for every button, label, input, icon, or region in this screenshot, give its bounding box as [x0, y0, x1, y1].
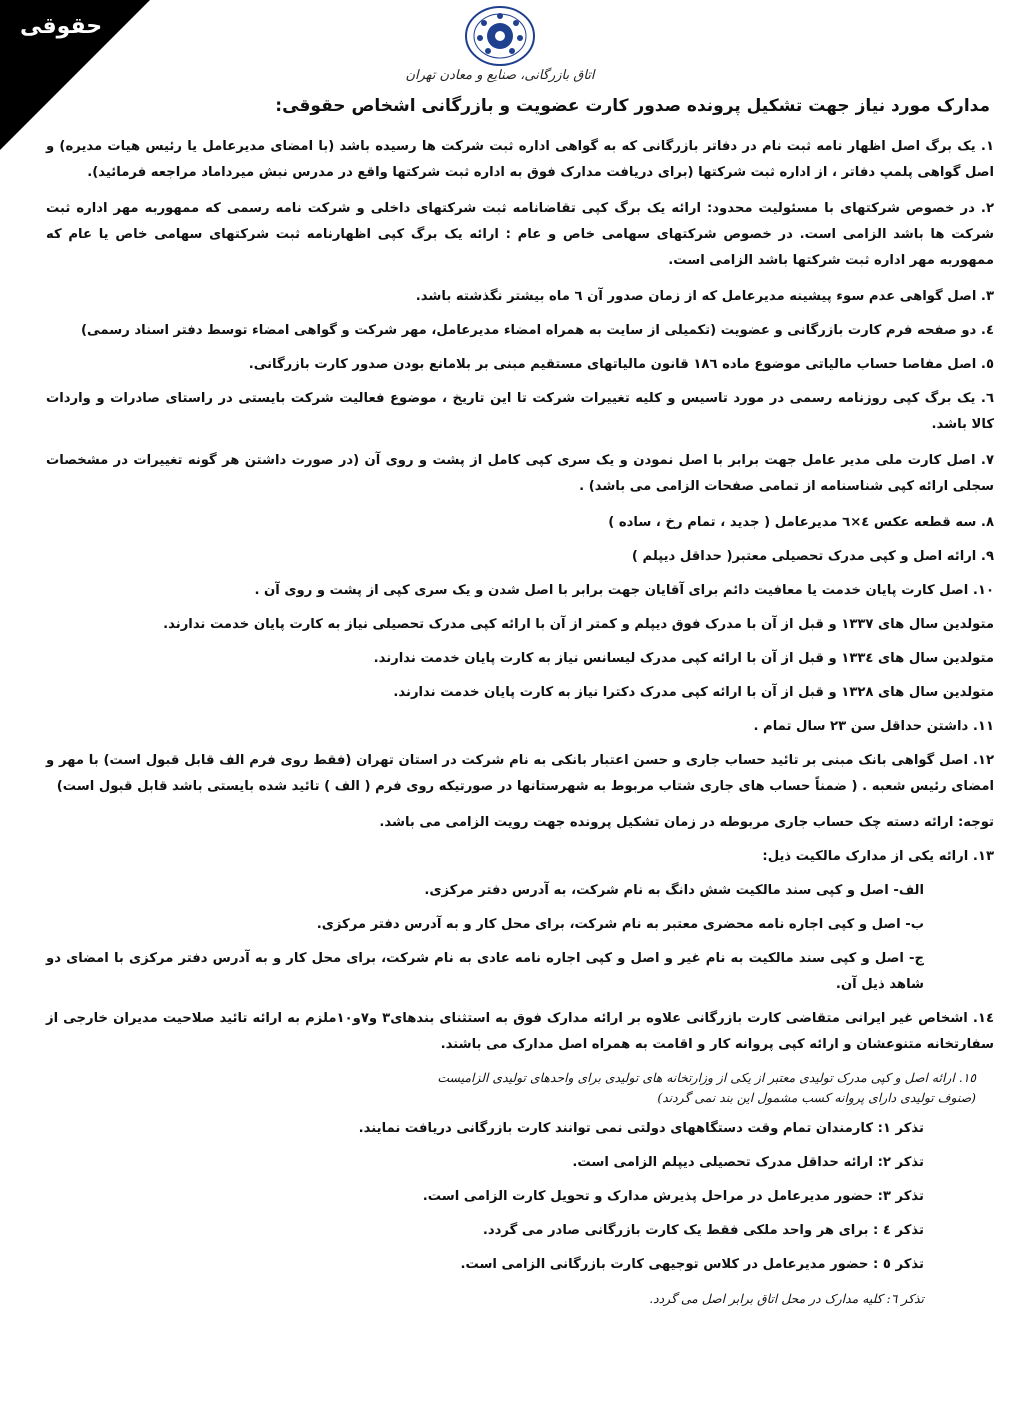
- reminder-note: تذکر ۲: ارائه حداقل مدرک تحصیلی دیپلم الزامی است.: [572, 1155, 924, 1170]
- military-note: متولدین سال های ۱۳۳٤ و قبل از آن با ارائه کپی مدرک لیسانس نیاز به کارت پایان خدمت ندارند.: [373, 651, 994, 666]
- list-item: [46, 1068, 994, 1108]
- list-item: ٤. دو صفحه فرم کارت بازرگانی و عضویت (تکمیلی از سایت به همراه امضاء مدیرعامل، مهر شرکت و گواهی امضاء توسط دفتر اسناد رسمی): [81, 323, 994, 338]
- list-item: ۲. در خصوص شرکتهای با مسئولیت محدود: ارائه یک برگ کپی تقاضانامه ثبت شرکتهای داخلی و شرکت نامه رسمی که ممهوربه مهر اداره ثبت شرکت ها باشد الزامی است. در خصوص شرکتهای سهامی خاص و عام : ارائه یک برگ کپی اظهارنامه ثبت شرکتهای سهامی خاص یا عام که ممهوربه مهر اداره ثبت شرکتها باشد الزامی است.: [46, 201, 994, 268]
- chamber-logo: [400, 4, 600, 92]
- list-item: ۱۲. اصل گواهی بانک مبنی بر تائید حساب جاری و حسن اعتبار بانکی به نام شرکت در استان تهران (فقط روی فرم الف قابل قبول است) با مهر و امضای رئیس شعبه . ( ضمناً حساب های جاری شتاب مربوط به شهرستانها در صورتیکه روی فرم ( الف ) تائید شده بایستی باشد قابل قبول است): [46, 753, 994, 794]
- reminder-note: تذکر ۳: حضور مدیرعامل در مراحل پذیرش مدارک و تحویل کارت الزامی است.: [422, 1189, 924, 1204]
- list-item: ۳. اصل گواهی عدم سوء پیشینه مدیرعامل که از زمان صدور آن ٦ ماه بیشتر نگذشته باشد.: [415, 289, 994, 304]
- corner-label: حقوقی: [20, 14, 103, 39]
- military-note: متولدین سال های ۱۳۳۷ و قبل از آن با مدرک فوق دیپلم و کمتر از آن با ارائه کپی مدرک تحصیلی نیاز به کارت پایان خدمت ندارند.: [163, 617, 994, 632]
- military-note: متولدین سال های ۱۳۲۸ و قبل از آن با ارائه کپی مدرک دکترا نیاز به کارت پایان خدمت ندارند.: [393, 685, 994, 700]
- chamber-name: اتاق بازرگانی، صنایع و معادن تهران: [405, 68, 595, 83]
- page-title: مدارک مورد نیاز جهت تشکیل پرونده صدور کارت عضویت و بازرگانی اشخاص حقوقی:: [275, 96, 990, 116]
- list-item: ۱. یک برگ اصل اظهار نامه ثبت نام در دفاتر بازرگانی که به گواهی اداره ثبت شرکت ها رسیده باشد (با امضای مدیرعامل یا رئیس هیات مدیره) و اصل گواهی پلمپ دفاتر ، از اداره ثبت شرکتها (برای دریافت مدارک فوق به اداره ثبت شرکتها واقع در مدرس نبش میرداماد مراجعه فرمائید).: [46, 139, 994, 180]
- reminder-note: تذکر ۱: کارمندان تمام وقت دستگاههای دولتی نمی توانند کارت بازرگانی دریافت نمایند.: [358, 1121, 924, 1136]
- list-item: ۹. ارائه اصل و کپی مدرک تحصیلی معتبر( حداقل دیپلم ): [631, 549, 994, 564]
- list-item: ۱۰. اصل کارت پایان خدمت یا معافیت دائم برای آقایان جهت برابر با اصل شدن و یک سری کپی از پشت و روی آن .: [254, 583, 994, 598]
- list-item: ٦. یک برگ کپی روزنامه رسمی در مورد تاسیس و کلیه تغییرات شرکت تا این تاریخ ، موضوع فعالیت شرکت بایستی در راستای صادرات و واردات کالا باشد.: [46, 391, 994, 432]
- list-item: ۱۳. ارائه یکی از مدارک مالکیت ذیل:: [762, 849, 994, 864]
- item-15-line: ۱٥. ارائه اصل و کپی مدرک تولیدی معتبر از یکی از وزارتخانه های تولیدی برای واحدهای تولیدی الزامیست: [437, 1070, 976, 1085]
- list-item: ۷. اصل کارت ملی مدیر عامل جهت برابر با اصل نمودن و یک سری کپی کامل از پشت و روی آن (در صورت داشتن هر گونه تغییرات در مشخصات سجلی ارائه کپی شناسنامه از تمامی صفحات الزامی می باشد) .: [46, 453, 994, 494]
- reminder-note: تذکر ٦: کلیه مدارک در محل اتاق برابر اصل می گردد.: [649, 1291, 924, 1306]
- reminder-note: تذکر ٥ : حضور مدیرعامل در کلاس توجیهی کارت بازرگانی الزامی است.: [460, 1257, 924, 1272]
- ownership-option: ب- اصل و کپی اجاره نامه محضری معتبر به نام شرکت، برای محل کار و به آدرس دفتر مرکزی.: [316, 917, 924, 932]
- attention-note: توجه: ارائه دسته چک حساب جاری مربوطه در زمان تشکیل پرونده جهت رویت الزامی می باشد.: [379, 815, 994, 830]
- ownership-option: ج- اصل و کپی سند مالکیت به نام غیر و اصل و کپی اجاره نامه عادی به نام شرکت، برای محل کار و به آدرس دفتر مرکزی با امضای دو شاهد ذیل آن.: [46, 951, 924, 992]
- list-item: ۱٤. اشخاص غیر ایرانی متقاضی کارت بازرگانی علاوه بر ارائه مدارک فوق به استثنای بندهای۳ و۷و۱۰ملزم به ارائه تائید صلاحیت مدیران خارجی از سفارتخانه متنوعشان و ارائه کپی پروانه کار و اقامت به همراه اصل مدارک می باشند.: [46, 1011, 994, 1052]
- requirements-list: [46, 134, 994, 1320]
- list-item: ٥. اصل مفاصا حساب مالیاتی موضوع ماده ۱۸٦ قانون مالیاتهای مستقیم مبنی بر بلامانع بودن صدور کارت بازرگانی.: [248, 357, 994, 372]
- item-15-line: (صنوف تولیدی دارای پروانه کسب مشمول این بند نمی گردند): [657, 1090, 976, 1105]
- list-item: ۱۱. داشتن حداقل سن ۲۳ سال تمام .: [753, 719, 994, 734]
- ownership-option: الف- اصل و کپی سند مالکیت شش دانگ به نام شرکت، به آدرس دفتر مرکزی.: [424, 883, 924, 898]
- chamber-emblem-icon: [460, 4, 540, 68]
- reminder-note: تذکر ٤ : برای هر واحد ملکی فقط یک کارت بازرگانی صادر می گردد.: [482, 1223, 924, 1238]
- list-item: ۸. سه قطعه عکس ٤×٦ مدیرعامل ( جدید ، تمام رخ ، ساده ): [608, 515, 994, 530]
